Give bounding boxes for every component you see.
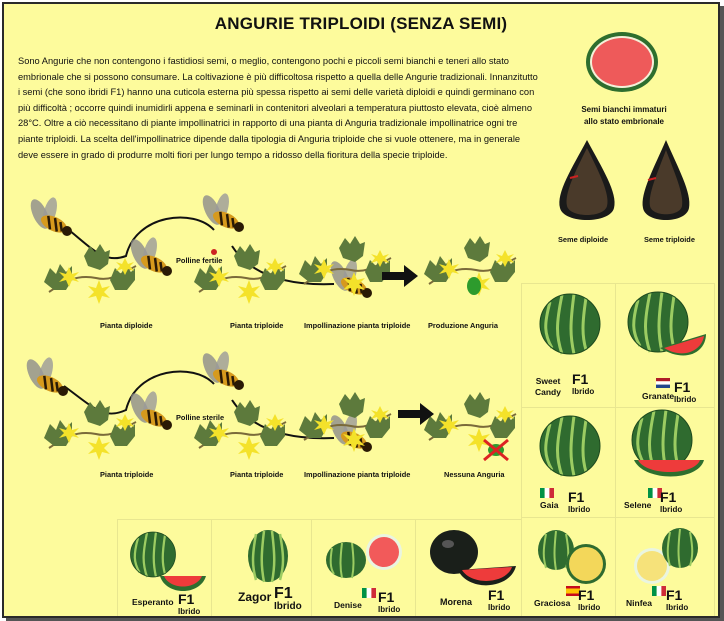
watermelon-image (624, 290, 714, 360)
variety-tile-graciosa (522, 518, 616, 616)
variety-name: Morena (440, 597, 473, 607)
variety-name: Granate (642, 391, 675, 401)
diploid-seed-label: Seme diploide (558, 235, 609, 244)
diploid-seed-image (552, 138, 622, 228)
variety-f1-label: F1 Ibrido (274, 585, 302, 612)
variety-f1-label: F1 Ibrido (578, 587, 601, 612)
watermelon-image (624, 524, 710, 590)
fertile-pollen-label: Polline fertile (176, 256, 223, 265)
triploid-seed-image (636, 138, 696, 228)
watermelon-image (424, 526, 520, 592)
variety-name: Esperanto (132, 597, 174, 607)
variety-f1-label: F1 Ibrido (488, 587, 511, 612)
flag-italy-icon (362, 588, 376, 598)
variety-name: Selene (624, 500, 652, 510)
infographic-page (2, 2, 720, 618)
watermelon-image (536, 412, 606, 482)
diagram2-label-2: Pianta triploide (230, 470, 284, 479)
watermelon-slice-image (582, 28, 662, 98)
variety-f1-label: F1 Ibrido (660, 489, 683, 514)
variety-f1-label: F1 Ibrido (666, 587, 689, 612)
page-title: ANGURIE TRIPLOIDI (SENZA SEMI) (214, 14, 508, 33)
diagram1-label-1: Pianta diploide (100, 321, 153, 330)
seed-caption: Semi bianchi immaturi allo stato embrionale (581, 105, 667, 126)
flag-italy-icon (652, 586, 666, 596)
variety-tile-gaia (522, 408, 616, 518)
diagram2-label-1: Pianta triploide (100, 470, 154, 479)
variety-tile-denise (312, 520, 416, 616)
variety-tile-granate (616, 284, 714, 408)
flag-italy-icon (540, 488, 554, 498)
watermelon-image (534, 524, 614, 590)
watermelon-image (246, 526, 296, 586)
variety-name: Graciosa (534, 598, 571, 608)
variety-tile-ninfea (616, 518, 714, 616)
variety-name: Denise (334, 600, 362, 610)
variety-tile-esperanto (118, 520, 212, 616)
watermelon-image (126, 526, 212, 596)
sterile-pollination-diagram (4, 344, 524, 484)
watermelon-image (322, 532, 412, 592)
variety-name: Gaia (540, 500, 559, 510)
diagram1-label-4: Produzione Anguria (428, 321, 498, 330)
sterile-pollen-label: Polline sterile (176, 413, 225, 422)
variety-f1-label: F1 Ibrido (178, 591, 201, 616)
variety-tile-sweet-candy (522, 284, 616, 408)
triploid-seed-label: Seme triploide (644, 235, 695, 244)
variety-name: Ninfea (626, 598, 652, 608)
diagram2-label-4: Nessuna Anguria (444, 470, 505, 479)
fertile-pollination-diagram (4, 194, 524, 334)
variety-tile-morena (416, 520, 522, 616)
diagram1-label-3: Impollinazione pianta triploide (304, 321, 411, 330)
diagram2-label-3: Impollinazione pianta triploide (304, 470, 411, 479)
variety-f1-label: F1 Ibrido (568, 489, 591, 514)
watermelon-image (536, 290, 606, 360)
intro-paragraph: Sono Angurie che non contengono i fastidiosi semi, o meglio, contengono pochi e piccoli semi bianchi e teneri allo stato embrionale che si possono consumare. La coltivazione è più difficoltosa rispetto a quella delle Angurie tradizionali. Innanzitutto i semi (che sono ibridi F1) hanno una cuticola esterna più spessa rispetto ai semi delle varietà diploidi e quindi germinano con più difficoltà ; occorre quindi inumidirli appena e seminarli in contenitori alveolari a temperatura piuttosto elevata, cioè almeno 28°C. Oltre a ciò necessitano di piante impollinatrici in rapporto di una pianta di Anguria tradizionale impollinatrice ogni tre piante triploidi. La scelta dell'impollinatrice dipende dalla tipologia di Anguria triploide che si vuole ottenere, ma in generale deve essere in grado di produrre molti fiori per lungo tempo a ridosso della fioritura della specie triploide. (18, 56, 538, 160)
flag-netherlands-icon (656, 378, 670, 388)
variety-tile-zagor (212, 520, 312, 616)
variety-tile-selene (616, 408, 714, 518)
variety-f1-label: F1 Ibrido (378, 589, 401, 614)
variety-f1-label: F1 Ibrido (674, 379, 697, 404)
variety-f1-label: F1 Ibrido (572, 371, 595, 396)
watermelon-image (628, 412, 708, 482)
variety-name: Zagor (238, 590, 272, 604)
variety-name: Sweet Candy (535, 376, 561, 397)
diagram1-label-2: Pianta triploide (230, 321, 284, 330)
